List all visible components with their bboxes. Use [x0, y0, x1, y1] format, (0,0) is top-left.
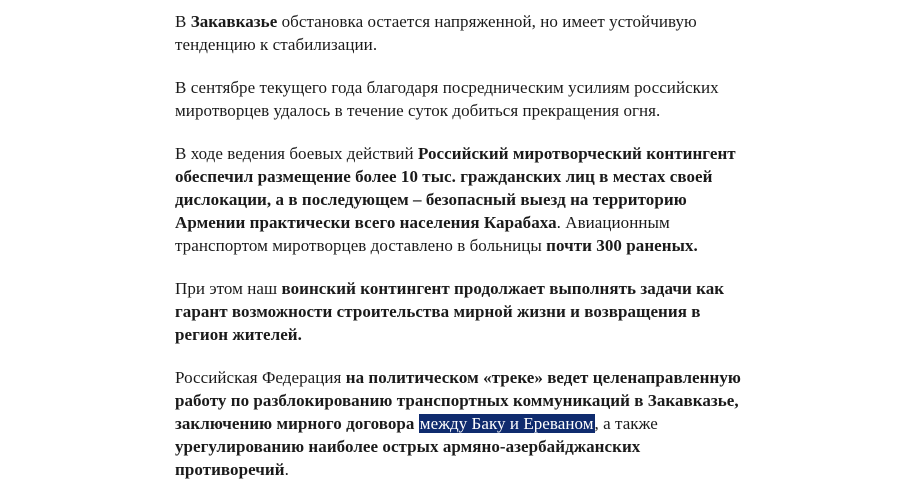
paragraph-5 — [175, 366, 775, 481]
plain-text: Российская Федерация — [175, 368, 346, 387]
text-line — [175, 300, 775, 323]
text-line — [175, 323, 775, 346]
article-body — [175, 10, 775, 501]
text-line — [175, 389, 775, 412]
plain-text: тенденцию к стабилизации. — [175, 35, 378, 54]
bold-text: противоречий — [175, 460, 285, 479]
text-line — [175, 458, 775, 481]
plain-text: . — [284, 460, 289, 479]
plain-text: В ходе ведения боевых действий — [175, 144, 418, 163]
text-line — [175, 10, 775, 33]
plain-text: транспортом миротворцев доставлено в больницы — [175, 236, 547, 255]
plain-text: обстановка остается напряженной, но имеет устойчивую — [277, 12, 697, 31]
text-line — [175, 277, 775, 300]
bold-text: на политическом «треке» ведет целенаправленную — [345, 368, 741, 387]
text-line — [175, 412, 775, 435]
text-line — [175, 234, 775, 257]
bold-text: гарант возможности строительства мирной жизни и возвращения в — [175, 302, 701, 321]
text-line — [175, 33, 775, 56]
bold-text: урегулированию наиболее острых армяно-азербайджанских — [175, 437, 641, 456]
text-line — [175, 435, 775, 458]
bold-text: обеспечил размещение более 10 тыс. гражданских лиц в местах своей — [175, 167, 713, 186]
plain-text: миротворцев удалось в течение суток добиться прекращения огня. — [175, 101, 661, 120]
text-line — [175, 188, 775, 211]
plain-text: , а также — [594, 414, 658, 433]
text-line — [175, 76, 775, 99]
paragraph-3 — [175, 142, 775, 257]
paragraph-4 — [175, 277, 775, 346]
plain-text: . Авиационным — [556, 213, 670, 232]
bold-text: дислокации, а в последующем – безопасный выезд на территорию — [175, 190, 687, 209]
text-line — [175, 165, 775, 188]
selected-text[interactable]: между Баку и Ереваном — [419, 414, 594, 433]
bold-text: воинский контингент продолжает выполнять задачи как — [281, 279, 725, 298]
text-line — [175, 99, 775, 122]
plain-text: В — [175, 12, 191, 31]
plain-text: В сентябре текущего года благодаря посредническим усилиям российских — [175, 78, 719, 97]
bold-text: Закавказье — [190, 12, 278, 31]
bold-text: Армении практически всего населения Карабаха — [175, 213, 557, 232]
text-line — [175, 142, 775, 165]
text-line — [175, 211, 775, 234]
bold-text: почти 300 раненых. — [546, 236, 698, 255]
plain-text: При этом наш — [175, 279, 282, 298]
bold-text: регион жителей. — [175, 325, 302, 344]
bold-text: заключению мирного договора — [175, 414, 419, 433]
paragraph-2 — [175, 76, 775, 122]
bold-text: Российский миротворческий контингент — [418, 144, 736, 163]
text-line — [175, 366, 775, 389]
paragraph-1 — [175, 10, 775, 56]
bold-text: работу по разблокированию транспортных коммуникаций в Закавказье, — [175, 391, 739, 410]
